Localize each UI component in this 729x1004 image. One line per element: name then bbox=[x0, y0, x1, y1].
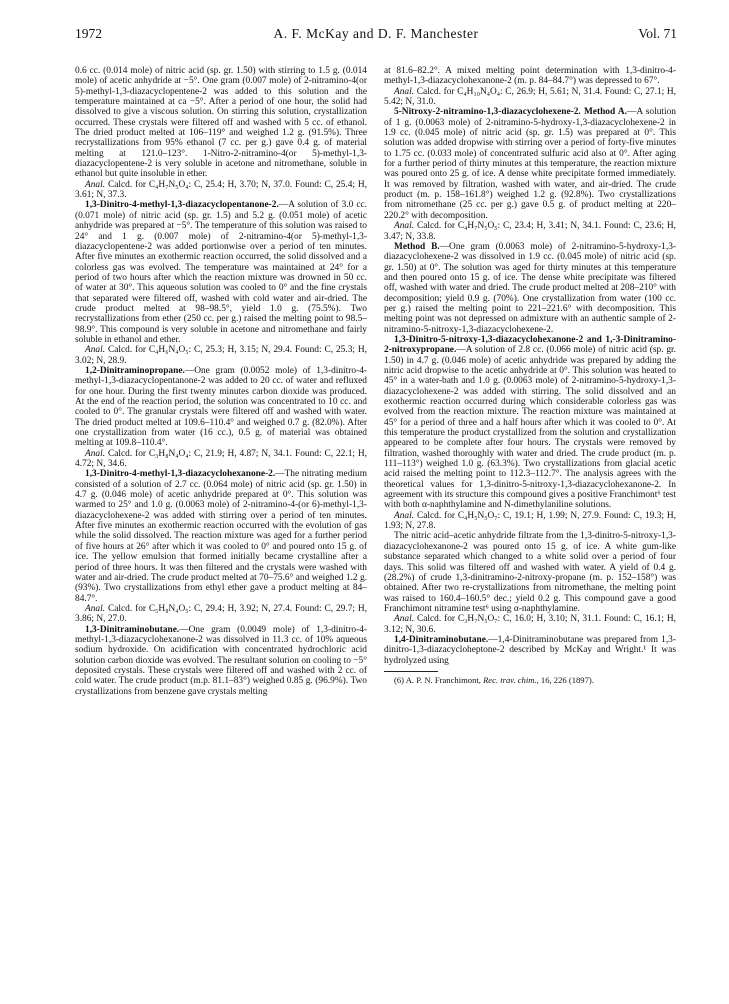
procedure-paragraph bbox=[75, 200, 367, 345]
compound-heading: 1,2-Dinitraminopropane. bbox=[85, 365, 185, 376]
analysis-values: Calcd. for C₄H₇N₅O₅: C, 23.4; H, 3.41; N, 34.1. Found: C, 23.6; H, 3.47; N, 33.8. bbox=[384, 221, 677, 242]
procedure-paragraph bbox=[384, 242, 676, 335]
analysis-label: Anal. bbox=[394, 614, 415, 625]
analysis-label: Anal. bbox=[394, 221, 415, 232]
procedure-paragraph bbox=[384, 107, 676, 221]
paragraph bbox=[384, 531, 676, 614]
compound-heading: 1,3-Dinitro-4-methyl-1,3-diazacyclohexanone-2. bbox=[85, 469, 276, 480]
procedure-paragraph bbox=[75, 469, 367, 603]
analysis-values: Calcd. for C₄H₇N₅O₄: C, 25.4; H, 3.70; N, 37.0. Found: C, 25.4; H, 3.61; N, 37.3. bbox=[75, 179, 368, 201]
procedure-paragraph bbox=[384, 635, 676, 666]
paragraph-text: The nitric acid–acetic anhydride filtrate from the 1,3-dinitro-5-nitroxy-1,3-diazacyclohexanone-2 was poured onto 15 g. of ice. A white gum-like substance separated which changed to a white solid over a period of four days. This solid was filtered off and washed with water. A yield of 0.4 g. (28.2%) of crude 1,3-dinitramino-2-nitroxy-propane (m. p. 152–158°) was obtained. After two re-crystallizations from nitromethane, the melting point was raised to 160.4–160.5° dec.; yield 0.2 g. This compound gave a good Franchimont nitramine test⁶ using α-naphthylamine. bbox=[384, 531, 676, 614]
analysis-values: Calcd. for C₃H₈N₄O₄: C, 21.9; H, 4.87; N, 34.1. Found: C, 22.1; H, 4.72; N, 34.6. bbox=[75, 448, 368, 470]
compound-heading: 1,3-Dinitro-5-nitroxy-1,3-diazacyclohexanone-2 and 1,-3-Dinitramino-2-nitroxypropane. bbox=[384, 334, 676, 356]
paragraph-text: 0.6 cc. (0.014 mole) of nitric acid (sp. gr. 1.50) with stirring to 1.5 g. (0.014 mole) of acetic anhydride at −5°. One gram (0.007 mole) of 2-nitramino-4(or 5)-methyl-1,3-diazacyclopentene-2 was added to this solution and the temperature maintained at ca −5°. After a period of one hour, the solid had dissolved to give a viscous solution. On stirring this solution, crystallization occurred. These crystals were filtered off and washed with 5 cc. of ethanol. The dried product melted at 106–119° and weighed 1.2 g. (91.5%). Three recrystallizations from 95% ethanol (7 cc. per g.) gave 0.4 g. of material melting at 121.0–123°. 1-Nitro-2-nitramino-4(or 5)-methyl-1,3-diazacyclopentene-2 is very soluble in acetone and nitromethane, soluble in ethanol but quite insoluble in ether. bbox=[75, 66, 367, 180]
analysis-label: Anal. bbox=[85, 603, 106, 614]
paragraph-text: —The nitrating medium consisted of a solution of 2.7 cc. (0.064 mole) of nitric acid (sp. gr. 1.50) in 4.7 g. (0.046 mole) of acetic anhydride prepared at 0°. This solution was warmed to 25° and 1.0 g. (0.0063 mole) of 2-nitramino-4-(or 6)-methyl-1,3-diazacyclohexene-2 was added with stirring over a period of ten minutes. After five minutes an exothermic reaction occurred with the evolution of gas while the solid dissolved. The reaction mixture was aged for a further period of five hours at 26° after which it was cooled to 0° and poured onto 15 g. of ice. The yellow emulsion that formed initially became crystalline after a period of three hours. It was then filtered and the crystals were washed with water and air-dried. The crude product melted at 70–75.6° and weighed 1.2 g. (93%). Two crystallizations from ethyl ether gave a product melting at 84–84.7°. bbox=[75, 469, 367, 604]
analysis-line bbox=[384, 221, 676, 242]
analysis-values: Calcd. for C₄H₆N₄O₅: C, 25.3; H, 3.15; N, 29.4. Found: C, 25.3; H, 3.02; N, 28.9. bbox=[75, 345, 368, 366]
paragraph-text: —A solution of 2.8 cc. (0.066 mole) of nitric acid (sp. gr. 1.50) in 4.7 g. (0.046 mole) of acetic anhydride was prepared by adding the nitric acid dropwise to the acetic anhydride at 0°. This solution was heated to 45° in a water-bath and 1.0 g. (0.0063 mole) of 2-nitramino-5-hydroxy-1,3-diazacyclohexene-2 was added with stirring. The solid dissolved and an exothermic reaction occurred during which considerable colorless gas was evolved from the reaction mixture. The reaction mixture was maintained at 45° for a period of three and a half hours after which it was cooled to 0°. At this temperature the product crystallized from the solution and crystallization appeared to be complete after four hours. The crystals were removed by filtration, washed thoroughly with water and dried. The crude product (m. p. 111–113°) weighed 1.0 g. (63.3%). Two crystallizations from glacial acetic acid raised the melting point to 112.3–112.7°. The analysis agrees with the theoretical values for 1,3-dinitro-5-nitroxy-1,3-diazacyclohexanone-2. In agreement with its structure this compound gives a positive Franchimont⁶ test with both α-naphthylamine and N-dimethylaniline solutions. bbox=[384, 345, 676, 511]
procedure-paragraph bbox=[384, 335, 676, 511]
running-header bbox=[75, 26, 677, 46]
analysis-line bbox=[75, 604, 367, 625]
compound-heading: 1,4-Dinitraminobutane. bbox=[394, 634, 489, 645]
paragraph-text: —A solution of 3.0 cc. (0.071 mole) of nitric acid (sp. gr. 1.5) and 5.2 g. (0.051 mole) of acetic anhydride was prepared at −5°. The temperature of this solution was raised to 24° and 1 g. (0.007 mole) of 2-nitramino-4(or 5)-methyl-1,3-diazacyclopentene-2 was added portionwise over a period of ten minutes. After five minutes an exothermic reaction occurred, the solid dissolved and a colorless gas was evolved. The temperature was maintained at 24° for a period of two hours after which the reaction mixture was drowned in 50 cc. of water at 30°. This aqueous solution was cooled to 0° and the fine crystals that separated were filtered off, washed with cold water and air-dried. The crude product melted at 98–98.5°, yield 1.0 g. (75.5%). Two recrystallizations from ether (250 cc. per g.) raised the melting point to 98.5–98.9°. This compound is very soluble in acetone and nitromethane and fairly soluble in ethanol and ether. bbox=[75, 200, 367, 345]
analysis-values: Calcd. for C₄H₅N₅O₇: C, 19.1; H, 1.99; N, 27.9. Found: C, 19.3; H, 1.93; N, 27.8. bbox=[384, 510, 677, 532]
running-authors: A. F. McKay and D. F. Manchester bbox=[273, 26, 479, 41]
analysis-label: Anal. bbox=[394, 510, 415, 521]
analysis-line bbox=[384, 511, 676, 532]
left-column bbox=[75, 66, 367, 697]
paragraph-text: —A solution of 1 g. (0.0063 mole) of 2-nitramino-5-hydroxy-1,3-diazacyclohexene-2 in 1.9 cc. (0.045 mole) of nitric acid (sp. gr. 1.5) was prepared at 0°. This solution was added dropwise with stirring over a period of forty-five minutes to 1.75 cc. (0.033 mole) of concentrated sulfuric acid also at 0°. After aging for a further period of thirty minutes at this temperature, the reaction mixture was poured onto 25 g. of ice. A dense white precipitate formed immediately. It was removed by filtration, washed with water, and air-dried. The crude product (m. p. 158–161.8°) weighed 1.2 g. (92.8%). Two crystallizations from nitromethane (25 cc. per g.) gave 0.5 g. of product melting at 220–220.2° with decomposition. bbox=[384, 107, 676, 221]
paragraph-text: —One gram (0.0052 mole) of 1,3-dinitro-4-methyl-1,3-diazacyclopentanone-2 was added to 20 cc. of water and refluxed for one hour. During the first twenty minutes carbon dioxide was produced. At the end of the reaction period, the solution was concentrated to 10 cc. and cooled to 0°. The granular crystals were filtered off and washed with water. The dried product melted at 109.6–110.4° and weighed 0.7 g. (82.0%). After one crystallization from water (16 cc.), 0.5 g. of material was obtained melting at 109.8–110.4°. bbox=[75, 365, 367, 449]
footnote-rule bbox=[384, 671, 438, 672]
procedure-paragraph bbox=[75, 625, 367, 697]
analysis-values: Calcd. for C₃H₇N₅O₇: C, 16.0; H, 3.10; N, 31.1. Found: C, 16.1; H, 3.12; N, 30.6. bbox=[384, 614, 677, 635]
paragraph-text: —One gram (0.0049 mole) of 1,3-dinitro-4-methyl-1,3-diazacyclohexanone-2 was dissolved in 11.3 cc. of 10% aqueous sodium hydroxide. On acidification with concentrated hydrochloric acid solution carbon dioxide was evolved. The resultant solution on cooling to −5° deposited crystals. These crystals were filtered off and washed with 2 cc. of cold water. The crude product (m.p. 81.1–83°) weighed 0.85 g. (96.9%). Two crystallizations from benzene gave crystals melting bbox=[75, 624, 367, 697]
analysis-line bbox=[75, 345, 367, 366]
analysis-line bbox=[384, 87, 676, 108]
analysis-label: Anal. bbox=[85, 179, 106, 190]
footnote-author: A. P. N. Franchimont, bbox=[405, 674, 484, 685]
analysis-line bbox=[75, 449, 367, 470]
footnote-journal: Rec. trav. chim., bbox=[483, 674, 539, 685]
analysis-line bbox=[75, 180, 367, 201]
paragraph-text: at 81.6–82.2°. A mixed melting point determination with 1,3-dinitro-4-methyl-1,3-diazacyclohexanone-2 (m. p. 84–84.7°) was depressed to 67°. bbox=[384, 66, 676, 87]
footnote-citation: 16, 226 (1897). bbox=[538, 674, 594, 685]
paragraph-continuation bbox=[75, 66, 367, 180]
analysis-label: Anal. bbox=[394, 86, 415, 97]
analysis-label: Anal. bbox=[85, 448, 106, 459]
compound-heading: 1,3-Dinitraminobutane. bbox=[85, 624, 180, 635]
analysis-label: Anal. bbox=[85, 345, 106, 356]
right-column bbox=[384, 66, 676, 685]
compound-heading: 5-Nitroxy-2-nitramino-1,3-diazacyclohexene-2. Method A. bbox=[394, 107, 627, 118]
analysis-line bbox=[384, 614, 676, 635]
analysis-values: Calcd. for C₄H₁₀N₄O₄: C, 26.9; H, 5.61; N, 31.4. Found: C, 27.1; H, 5.42; N, 31.0. bbox=[384, 86, 677, 108]
procedure-paragraph bbox=[75, 366, 367, 449]
paragraph-text: —1,4-Dinitraminobutane was prepared from 1,3-dinitro-1,3-diazacycloheptone-2 described by McKay and Wright.¹ It was hydrolyzed using bbox=[384, 634, 676, 666]
volume-number: Vol. 71 bbox=[638, 26, 677, 41]
paragraph-continuation bbox=[384, 66, 676, 87]
page-number: 1972 bbox=[75, 26, 102, 41]
compound-heading: Method B. bbox=[394, 241, 440, 252]
footnote-marker: (6) bbox=[394, 674, 405, 685]
compound-heading: 1,3-Dinitro-4-methyl-1,3-diazacyclopentanone-2. bbox=[85, 200, 279, 211]
analysis-values: Calcd. for C₅H₈N₄O₅: C, 29.4; H, 3.92; N, 27.4. Found: C, 29.7; H, 3.86; N, 27.0. bbox=[75, 603, 368, 625]
paragraph-text: —One gram (0.0063 mole) of 2-nitramino-5-hydroxy-1,3-diazacyclohexene-2 was dissolved in 1.9 cc. (0.045 mole) of nitric acid (sp. gr. 1.50) at 0°. The solution was aged for thirty minutes at this temperature and then poured onto 15 g. of ice. The dense white precipitate was filtered off, washed with water and dried. The crude product melted at 208–210° with decomposition; yield 0.9 g. (70%). One crystallization from water (100 cc. per g.) raised the melting point to 221–221.6° with decomposition. This melting point was not depressed on admixture with an authentic sample of 2-nitramino-5-nitroxy-1,3-diazacyclohexene-2. bbox=[384, 241, 676, 335]
footnote bbox=[384, 675, 676, 685]
